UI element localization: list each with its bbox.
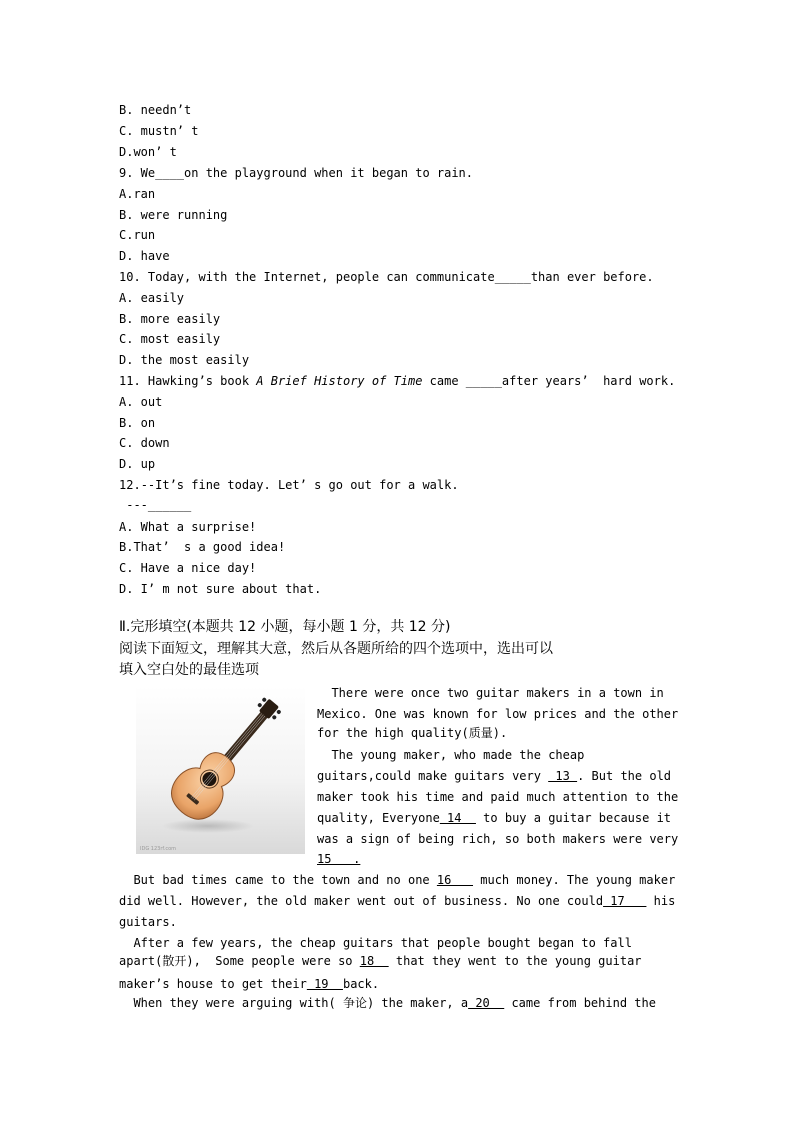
q11-option-d: D. up (119, 457, 156, 471)
passage-line: There were once two guitar makers in a town in (317, 686, 664, 700)
blank-20: 20 (468, 996, 505, 1010)
passage-line: for the high quality(质量). (317, 726, 508, 740)
q9-option-b: B. were running (119, 208, 228, 222)
blank-16: 16 (436, 873, 474, 887)
passage-line: guitars,could make guitars very 13 . But the old (317, 769, 672, 783)
section2-instruction-line2: 填入空白处的最佳选项 (119, 662, 259, 678)
q11-option-a: A. out (119, 395, 163, 409)
q12-response-blank: ---______ (119, 498, 192, 512)
q8-option-d: D.won’ t (119, 145, 177, 159)
q8-option-c: C. mustn’ t (119, 124, 199, 138)
q10-stem: 10. Today, with the Internet, people can communicate_____than ever before. (119, 270, 654, 284)
q10-option-c: C. most easily (119, 332, 221, 346)
q9-option-a: A.ran (119, 187, 156, 201)
acoustic-guitar-icon (136, 686, 305, 854)
passage-line: was a sign of being rich, so both makers were very (317, 832, 679, 846)
image-watermark: IDG 123rf.com (140, 846, 177, 852)
passage-line: Mexico. One was known for low prices and the other (317, 707, 679, 721)
blank-14: 14 (439, 811, 476, 825)
passage-line: guitars. (119, 915, 177, 929)
blank-17: 17 (603, 894, 647, 908)
passage-line: maker took his time and paid much attention to the (317, 790, 679, 804)
section2-heading: Ⅱ.完形填空(本题共 12 小题，每小题 1 分，共 12 分) (119, 619, 451, 635)
passage-line: quality, Everyone 14 to buy a guitar because it (317, 811, 672, 825)
q11-stem: 11. Hawking’s book A Brief History of Time came _____after years’ hard work. (119, 374, 676, 388)
q12-stem: 12.--It’s fine today. Let’ s go out for a walk. (119, 478, 459, 492)
q9-option-c: C.run (119, 228, 156, 242)
passage-line: maker’s house to get their 19 back. (119, 977, 380, 991)
passage-line: But bad times came to the town and no one 16 much money. The young maker (119, 873, 676, 887)
guitar-image (136, 686, 305, 854)
q12-option-a: A. What a surprise! (119, 520, 257, 534)
passage-line: When they were arguing with( 争论) the maker, a 20 came from behind the (119, 996, 656, 1010)
q12-option-d: D. I’ m not sure about that. (119, 582, 322, 596)
blank-19: 19 (306, 977, 343, 991)
section2-instruction-line1: 阅读下面短文，理解其大意，然后从各题所给的四个选项中，选出可以 (119, 641, 553, 657)
q9-option-d: D. have (119, 249, 170, 263)
passage-line: The young maker, who made the cheap (317, 748, 585, 762)
blank-15: 15 . (317, 852, 361, 866)
q9-stem: 9. We____on the playground when it began to rain. (119, 166, 474, 180)
q10-option-d: D. the most easily (119, 353, 250, 367)
q11-option-c: C. down (119, 436, 170, 450)
q11-option-b: B. on (119, 416, 156, 430)
blank-13: 13 (548, 769, 578, 783)
q8-option-b: B. needn’t (119, 103, 192, 117)
q12-option-b: B.That’ s a good idea! (119, 540, 286, 554)
book-title: A Brief History of Time (256, 374, 423, 388)
passage-line: After a few years, the cheap guitars that people bought began to fall (119, 936, 632, 950)
blank-18: 18 (359, 954, 389, 968)
q10-option-b: B. more easily (119, 312, 221, 326)
q12-option-c: C. Have a nice day! (119, 561, 257, 575)
q10-option-a: A. easily (119, 291, 185, 305)
passage-line: did well. However, the old maker went out of business. No one could 17 his (119, 894, 676, 908)
passage-line: apart(散开), Some people were so 18 that they went to the young guitar (119, 954, 642, 968)
